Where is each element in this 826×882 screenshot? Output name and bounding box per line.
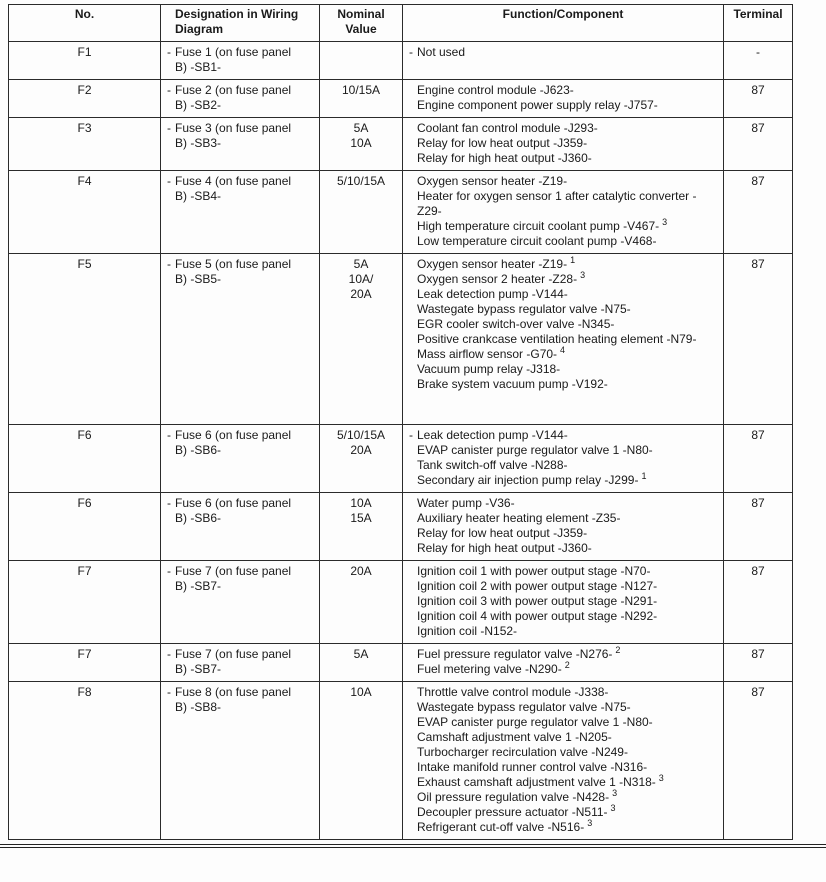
function-item: Low temperature circuit coolant pump -V468- xyxy=(417,234,657,248)
designation-flex xyxy=(163,428,315,458)
function-cell xyxy=(403,493,724,561)
nominal-value xyxy=(320,171,403,254)
designation-cell xyxy=(161,493,320,561)
footnote-ref: 2 xyxy=(564,660,570,670)
function-item: Ignition coil 1 with power output stage -N70- xyxy=(417,564,651,578)
function-item: Refrigerant cut-off valve -N516- $^3$ xyxy=(417,818,593,834)
function-flex xyxy=(405,83,719,113)
fuse-designation: Fuse 4 (on fuse panel B) -SB4- xyxy=(175,174,292,203)
function-flex xyxy=(405,121,719,166)
function-item: Relay for low heat output -J359- xyxy=(417,526,588,540)
footnote-ref: 1 xyxy=(641,471,647,481)
fuse-row xyxy=(9,254,793,425)
nominal-line: 5/10/15A xyxy=(336,428,386,442)
function-item: Heater for oxygen sensor 1 after catalytic converter -Z29- xyxy=(417,189,697,218)
function-item: Turbocharger recirculation valve -N249- xyxy=(417,745,628,759)
function-item: Ignition coil 2 with power output stage -N127- xyxy=(417,579,658,593)
header-row xyxy=(9,5,793,42)
function-cell xyxy=(403,561,724,644)
function-item: Ignition coil 4 with power output stage -N292- xyxy=(417,609,658,623)
function-item: Oxygen sensor heater -Z19- $^1$ xyxy=(417,255,576,271)
terminal-value: 87 xyxy=(724,644,793,682)
fuse-row xyxy=(9,561,793,644)
fuse-no: F8 xyxy=(9,682,161,840)
function-item: EGR cooler switch-over valve -N345- xyxy=(417,317,615,331)
function-item: Relay for high heat output -J360- xyxy=(417,541,592,555)
nominal-line: 20A xyxy=(350,287,372,301)
dash-mark: - xyxy=(167,45,171,59)
function-item: Exhaust camshaft adjustment valve 1 -N318- $^3$ xyxy=(417,773,664,789)
designation-cell xyxy=(161,425,320,493)
fuse-row xyxy=(9,42,793,80)
dash-mark: - xyxy=(167,428,171,442)
function-item: High temperature circuit coolant pump -V467- $^3$ xyxy=(417,217,668,233)
function-cell xyxy=(403,254,724,425)
function-item: Brake system vacuum pump -V192- xyxy=(417,377,608,391)
fuse-no: F7 xyxy=(9,644,161,682)
nominal-line: 5/10/15A xyxy=(336,174,386,188)
terminal-value: 87 xyxy=(724,682,793,840)
function-item: Ignition coil 3 with power output stage -N291- xyxy=(417,594,658,608)
function-flex xyxy=(405,45,719,60)
function-item: Oxygen sensor 2 heater -Z28- $^3$ xyxy=(417,270,586,286)
fuse-no: F4 xyxy=(9,171,161,254)
function-item: Relay for low heat output -J359- xyxy=(417,136,588,150)
function-flex xyxy=(405,685,719,835)
fuse-designation: Fuse 8 (on fuse panel B) -SB8- xyxy=(175,685,292,714)
function-cell xyxy=(403,425,724,493)
nominal-value xyxy=(320,682,403,840)
designation-cell xyxy=(161,42,320,80)
function-item: Not used xyxy=(417,45,466,59)
header-terminal: Terminal xyxy=(724,5,793,42)
designation-flex xyxy=(163,564,315,594)
dash-mark: - xyxy=(167,174,171,188)
function-item: Relay for high heat output -J360- xyxy=(417,151,592,165)
footnote-ref: 3 xyxy=(610,803,616,813)
designation-flex xyxy=(163,496,315,526)
nominal-value xyxy=(320,644,403,682)
designation-flex xyxy=(163,45,315,75)
function-item: Intake manifold runner control valve -N316- xyxy=(417,760,648,774)
designation-cell xyxy=(161,682,320,840)
dash-mark: - xyxy=(167,83,171,97)
nominal-line: 15A xyxy=(350,511,372,525)
function-cell xyxy=(403,171,724,254)
nominal-value xyxy=(320,254,403,425)
function-list xyxy=(417,647,719,677)
fuse-designation: Fuse 6 (on fuse panel B) -SB6- xyxy=(175,428,292,457)
nominal-line: 20A xyxy=(350,564,372,578)
designation-flex xyxy=(163,83,315,113)
designation-cell xyxy=(161,80,320,118)
function-flex xyxy=(405,564,719,639)
function-list xyxy=(417,428,719,488)
terminal-value: 87 xyxy=(724,80,793,118)
dash-mark: - xyxy=(167,685,171,699)
nominal-line: 10A/ xyxy=(348,272,374,286)
footnote-ref: 1 xyxy=(570,255,576,265)
fuse-designation: Fuse 5 (on fuse panel B) -SB5- xyxy=(175,257,292,286)
nominal-value xyxy=(320,425,403,493)
function-flex xyxy=(405,647,719,677)
function-item: EVAP canister purge regulator valve 1 -N80- xyxy=(417,715,653,729)
fuse-row xyxy=(9,118,793,171)
header-function: Function/Component xyxy=(403,5,724,42)
function-item: Wastegate bypass regulator valve -N75- xyxy=(417,302,631,316)
nominal-line: 5A xyxy=(353,257,369,271)
nominal-line: 5A xyxy=(353,647,369,661)
function-item: Engine component power supply relay -J757- xyxy=(417,98,658,112)
function-list xyxy=(417,564,719,639)
nominal-value xyxy=(320,118,403,171)
dash-mark: - xyxy=(409,428,413,442)
header-no: No. xyxy=(9,5,161,42)
header-nominal: Nominal Value xyxy=(320,5,403,42)
function-list xyxy=(417,685,719,835)
nominal-line: 20A xyxy=(350,443,372,457)
fuse-row xyxy=(9,171,793,254)
function-list xyxy=(417,174,719,249)
nominal-line: 5A xyxy=(353,121,369,135)
fuse-no: F7 xyxy=(9,561,161,644)
nominal-line: 10A xyxy=(350,685,372,699)
function-item: Auxiliary heater heating element -Z35- xyxy=(417,511,621,525)
fuse-assignment-table xyxy=(8,4,793,840)
fuse-row xyxy=(9,425,793,493)
function-item: Ignition coil -N152- xyxy=(417,624,518,638)
function-cell xyxy=(403,80,724,118)
function-item: Mass airflow sensor -G70- $^4$ xyxy=(417,345,566,361)
nominal-line: 10A xyxy=(350,136,372,150)
footnote-ref: 4 xyxy=(560,345,566,355)
footnote-ref: 3 xyxy=(662,217,668,227)
fuse-designation: Fuse 6 (on fuse panel B) -SB6- xyxy=(175,496,292,525)
designation-flex xyxy=(163,647,315,677)
function-item: Water pump -V36- xyxy=(417,496,515,510)
function-item: Camshaft adjustment valve 1 -N205- xyxy=(417,730,612,744)
fuse-no: F1 xyxy=(9,42,161,80)
function-item: Positive crankcase ventilation heating element -N79- xyxy=(417,332,697,346)
designation-cell xyxy=(161,118,320,171)
dash-mark: - xyxy=(167,496,171,510)
footnote-ref: 3 xyxy=(580,270,586,280)
designation-flex xyxy=(163,685,315,715)
nominal-value xyxy=(320,42,403,80)
fuse-row xyxy=(9,682,793,840)
function-item: Oxygen sensor heater -Z19- xyxy=(417,174,568,188)
function-item: Secondary air injection pump relay -J299- $^1$ xyxy=(417,471,647,487)
function-item: Vacuum pump relay -J318- xyxy=(417,362,561,376)
terminal-value: 87 xyxy=(724,171,793,254)
nominal-value xyxy=(320,80,403,118)
nominal-line: 10/15A xyxy=(341,83,381,97)
fuse-row xyxy=(9,644,793,682)
function-list xyxy=(417,83,719,113)
footnote-ref: 3 xyxy=(612,788,618,798)
function-flex xyxy=(405,428,719,488)
function-item: Throttle valve control module -J338- xyxy=(417,685,609,699)
function-list xyxy=(417,257,719,392)
function-item: Decoupler pressure actuator -N511- $^3$ xyxy=(417,803,616,819)
designation-cell xyxy=(161,171,320,254)
function-flex xyxy=(405,257,719,392)
dash-mark: - xyxy=(167,647,171,661)
function-item: Fuel pressure regulator valve -N276- $^2$ xyxy=(417,645,621,661)
designation-flex xyxy=(163,257,315,287)
terminal-value: 87 xyxy=(724,118,793,171)
designation-cell xyxy=(161,561,320,644)
terminal-value: 87 xyxy=(724,425,793,493)
fuse-designation: Fuse 7 (on fuse panel B) -SB7- xyxy=(175,564,292,593)
function-item: Wastegate bypass regulator valve -N75- xyxy=(417,700,631,714)
function-cell xyxy=(403,682,724,840)
nominal-value xyxy=(320,493,403,561)
function-list xyxy=(417,121,719,166)
table-body xyxy=(9,42,793,840)
footnote-ref: 2 xyxy=(615,645,621,655)
function-cell xyxy=(403,42,724,80)
fuse-designation: Fuse 7 (on fuse panel B) -SB7- xyxy=(175,647,292,676)
terminal-value: 87 xyxy=(724,561,793,644)
function-flex xyxy=(405,174,719,249)
dash-mark: - xyxy=(409,45,413,59)
terminal-value: 87 xyxy=(724,493,793,561)
terminal-value: - xyxy=(724,42,793,80)
fuse-designation: Fuse 2 (on fuse panel B) -SB2- xyxy=(175,83,292,112)
function-cell xyxy=(403,118,724,171)
fuse-designation: Fuse 1 (on fuse panel B) -SB1- xyxy=(175,45,292,74)
dash-mark: - xyxy=(167,257,171,271)
fuse-designation: Fuse 3 (on fuse panel B) -SB3- xyxy=(175,121,292,150)
page-bottom-rule xyxy=(0,844,826,848)
terminal-value: 87 xyxy=(724,254,793,425)
nominal-value xyxy=(320,561,403,644)
function-flex xyxy=(405,496,719,556)
function-item: Fuel metering valve -N290- $^2$ xyxy=(417,660,570,676)
designation-cell xyxy=(161,254,320,425)
function-list xyxy=(417,45,719,60)
function-cell xyxy=(403,644,724,682)
function-item: Leak detection pump -V144- xyxy=(417,287,568,301)
header-designation: Designation in Wiring Diagram xyxy=(161,5,320,42)
dash-mark: - xyxy=(167,121,171,135)
fuse-row xyxy=(9,493,793,561)
function-item: Leak detection pump -V144- xyxy=(417,428,568,442)
fuse-no: F6 xyxy=(9,493,161,561)
nominal-line: 10A xyxy=(350,496,372,510)
function-item: Coolant fan control module -J293- xyxy=(417,121,598,135)
footnote-ref: 3 xyxy=(658,773,664,783)
designation-flex xyxy=(163,121,315,151)
function-item: Engine control module -J623- xyxy=(417,83,574,97)
dash-mark: - xyxy=(167,564,171,578)
function-item: EVAP canister purge regulator valve 1 -N80- xyxy=(417,443,653,457)
designation-cell xyxy=(161,644,320,682)
fuse-no: F6 xyxy=(9,425,161,493)
fuse-row xyxy=(9,80,793,118)
fuse-no: F2 xyxy=(9,80,161,118)
function-list xyxy=(417,496,719,556)
fuse-no: F5 xyxy=(9,254,161,425)
function-item: Tank switch-off valve -N288- xyxy=(417,458,568,472)
footnote-ref: 3 xyxy=(587,818,593,828)
fuse-no: F3 xyxy=(9,118,161,171)
designation-flex xyxy=(163,174,315,204)
function-item: Oil pressure regulation valve -N428- $^3$ xyxy=(417,788,618,804)
